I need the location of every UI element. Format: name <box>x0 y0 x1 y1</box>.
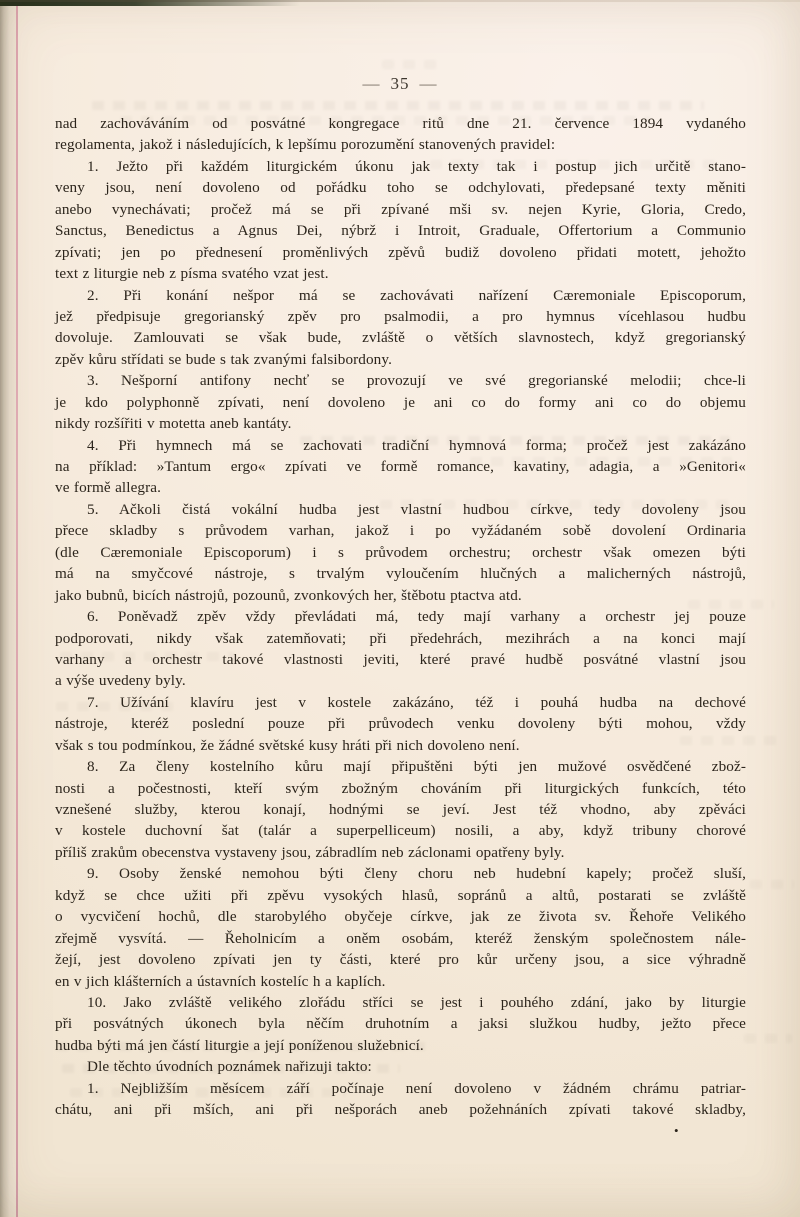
paragraph <box>55 1056 746 1077</box>
binding-line <box>16 0 18 1217</box>
text-line: jež předpisuje gregorianský zpěv pro psalmodii, a pro hymnus vícehlasou hudbu <box>55 307 746 325</box>
text-line: nad zachováváním od posvátné kongregace ritů dne 21. července 1894 vydaného <box>55 115 746 132</box>
header-dash-left: — <box>362 74 381 93</box>
paragraph <box>55 606 746 692</box>
paragraph <box>55 285 746 371</box>
page-left-edge <box>0 0 16 1217</box>
page-header <box>0 74 800 94</box>
page-number: 35 <box>390 74 410 93</box>
header-dash-right: — <box>419 74 438 93</box>
text-line: dovoluje. Zamlouvati se však bude, zvláště o větších slavnostech, když gregorianský <box>55 329 746 347</box>
text-line: 1. Ježto při každém liturgickém úkonu jak texty tak i postup jich určitě stano- <box>87 157 746 175</box>
text-line: přece skladby s průvodem varhan, jakož i po vyžádaném sobě dovolení Ordinaria <box>55 522 746 540</box>
text-line: o vycvičení hochů, dle starobylého obyčeje církve, jak ze života sv. Řehoře Velikého <box>55 908 746 926</box>
text-line: nosti a počestnosti, kteří svým zbožným chováním při liturgických funkcích, této <box>55 779 746 797</box>
paragraph <box>55 863 746 992</box>
text-line: 10. Jako zvláště velikého zlořádu stříci se jest i pouhého zdání, jako by liturgie <box>87 993 746 1011</box>
text-line: anebo vynechávati; pročež má se při zpívané mši sv. nejen Kyrie, Gloria, Credo, <box>55 200 746 218</box>
text-line: na příklad: »Tantum ergo« zpívati ve formě romance, kavatiny, adagia, a »Genitori« <box>55 458 746 475</box>
text-line: je kdo polyphonně zpívati, není dovoleno je ani co do formy ani co do objemu <box>55 393 746 411</box>
text-line: text z liturgie neb z písma svatého vzat jest. <box>55 265 329 283</box>
text-line: veny jsou, není dovoleno od pořádku toho se odchylovati, předepsané texty měniti <box>55 179 746 197</box>
text-line: zpívati; jen po přednesení proměnlivých zpěvů budiž dovoleno přidati motett, jehožto <box>55 243 746 261</box>
text-block <box>55 113 746 1121</box>
text-line: a výše uvedeny byly. <box>55 672 186 690</box>
text-line: 7. Užívání klavíru jest v kostele zakázáno, též i pouhá hudba na dechové <box>87 693 746 711</box>
text-line: regolamenta, jakož i následujících, k lepšímu porozumění stanovených pravidel: <box>55 136 556 154</box>
text-line: nikdy rozšířiti v motetta aneb kantáty. <box>55 415 292 433</box>
paragraph <box>55 435 746 499</box>
text-line: v kostele duchovní šat (talár a superpelliceum) nosili, a aby, když tribuny chorové <box>55 822 746 840</box>
text-line: en v jich klášterních a ústavních kostelíc h a kaplích. <box>55 972 386 990</box>
paragraph <box>55 1078 746 1121</box>
text-line: nástroje, kteréž poslední pouze při průvodech venku dovoleny býti mohou, vždy <box>55 715 746 733</box>
text-line: má na smyčcové nástroje, s trvalým vyloučením hlučných a malicherných nástrojů, <box>55 565 746 583</box>
text-line: zřejmě vysvítá. — Řeholnicím a oněm osobám, kteréž ženským společnostem nále- <box>55 929 746 947</box>
text-line: vznešené služby, kterou konají, hodnými se jeví. Jest též vhodno, aby zpěváci <box>55 801 746 818</box>
text-line: 2. Při konání nešpor má se zachovávati nařízení Cæremoniale Episcoporum, <box>87 286 746 304</box>
text-line: hudba býti má jen částí liturgie a její poníženou služebnicí. <box>55 1036 424 1054</box>
text-line: Dle těchto úvodních poznámek nařizuji takto: <box>87 1058 372 1076</box>
text-line: 4. Při hymnech má se zachovati tradiční hymnová forma; pročež jest zakázáno <box>87 436 746 454</box>
text-line: podporovati, nikdy však zatemňovati; při předehrách, mezihrách a na konci mají <box>55 629 746 647</box>
text-line: jako bubnů, bicích nástrojů, pozounů, zvonkových her, štěbotu ptactva atd. <box>55 586 522 604</box>
text-line: varhany a orchestr takové vlastnosti jeviti, které pravé hudbě posvátné vlastní jsou <box>55 650 746 668</box>
text-line: příliš zrakům obecenstva vystaveny jsou, zábradlím neb záclonami opatřeny byly. <box>55 843 565 861</box>
text-line: 6. Poněvadž zpěv vždy převládati má, tedy mají varhany a orchestr jej pouze <box>87 608 746 626</box>
text-line: ve formě allegra. <box>55 479 162 497</box>
text-line: žejí, jest dovoleno zpívati jen ty části, které pro kůr určeny jsou, a sice výhradně <box>55 951 746 969</box>
paragraph <box>55 692 746 756</box>
paragraph <box>55 156 746 285</box>
paragraph <box>55 992 746 1056</box>
text-line: 9. Osoby ženské nemohou býti členy choru neb hudební kapely; pročež sluší, <box>87 865 746 883</box>
paragraph <box>55 499 746 606</box>
stray-ink-dot: • <box>674 1123 679 1138</box>
top-edge-hairline <box>0 0 800 2</box>
text-line: při posvátných úkonech byla něčím druhotním a jaksi služkou hudby, ježto přece <box>55 1015 746 1033</box>
text-line: zpěv kůru střídati se bude s tak zvanými falsibordony. <box>55 350 392 368</box>
text-line: (dle Cæremoniale Episcoporum) i s průvodem orchestru; orchestr však omezen býti <box>55 543 746 561</box>
paragraph <box>55 113 746 156</box>
text-line: 3. Nešporní antifony nechť se provozují ve své gregorianské melodii; chce-li <box>87 372 746 390</box>
text-line: 1. Nejbližším měsícem září počínaje není dovoleno v žádném chrámu patriar- <box>87 1079 746 1097</box>
paragraph <box>55 756 746 863</box>
text-line: 8. Za členy kostelního kůru mají připuštěni býti jen mužové osvědčené zbož- <box>87 758 746 776</box>
text-line: když se chce užiti při zpěvu vysokých hlasů, sopránů a altů, postarati se zvláště <box>55 886 746 904</box>
text-line: Sanctus, Benedictus a Agnus Dei, nýbrž i Introit, Graduale, Offertorium a Communio <box>55 222 746 240</box>
text-line: chátu, ani při mších, ani při nešporách aneb požehnáních zpívati takové skladby, <box>55 1101 746 1119</box>
paragraph <box>55 370 746 434</box>
text-line: 5. Ačkoli čistá vokální hudba jest vlastní hudbou církve, tedy dovoleny jsou <box>87 500 746 518</box>
text-line: však s tou podmínkou, že žádné světské kusy hráti při nich dovoleno není. <box>55 736 520 754</box>
